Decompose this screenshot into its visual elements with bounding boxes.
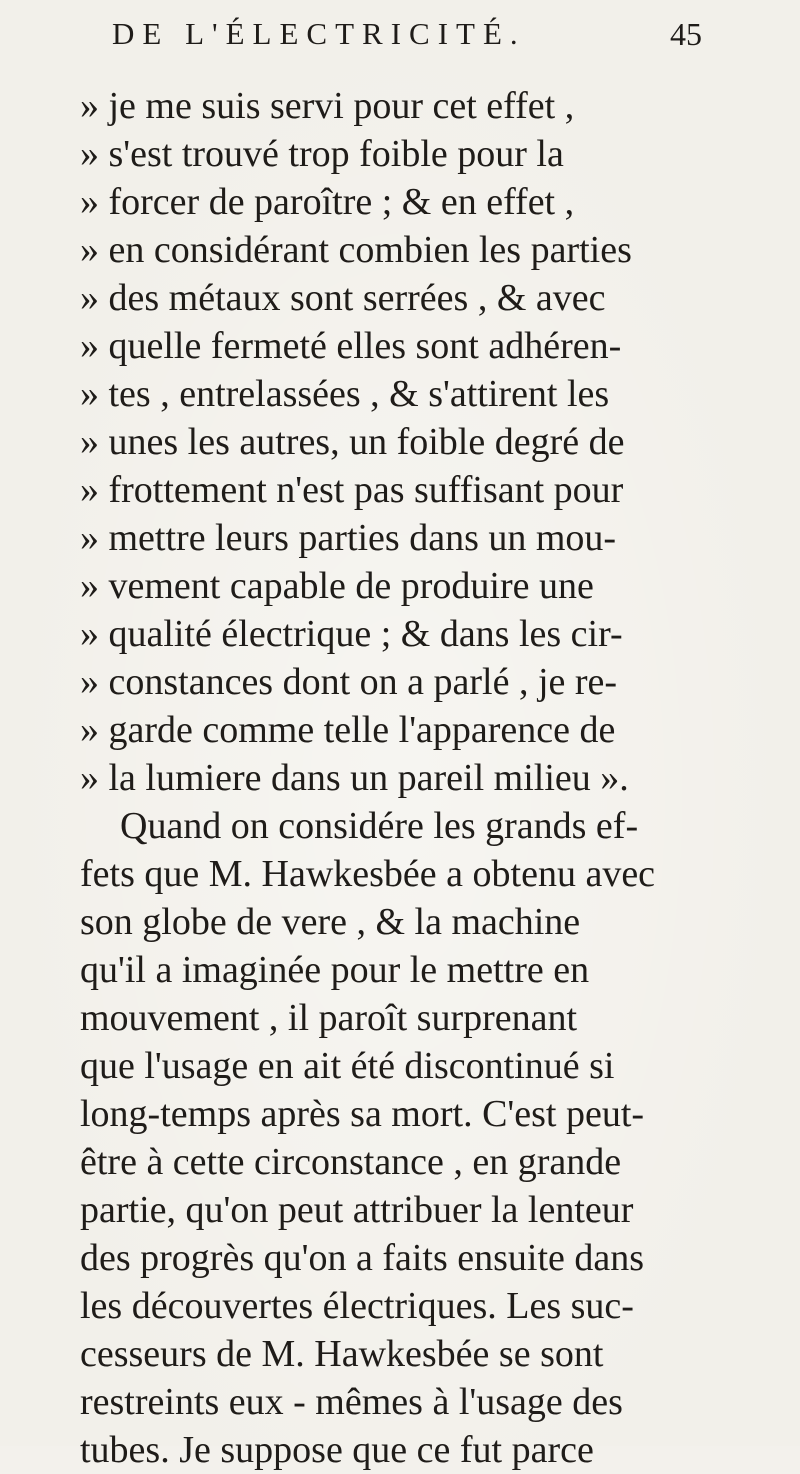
text-line: » mettre leurs parties dans un mou- (80, 517, 617, 559)
text-line: » tes , entrelassées , & s'attirent les (80, 373, 610, 415)
body-text (80, 82, 730, 1474)
text-line: cesseurs de M. Hawkesbée se sont (80, 1333, 604, 1375)
text-line: » en considérant combien les parties (80, 229, 632, 271)
text-line: » constances dont on a parlé , je re- (80, 661, 618, 703)
page-number: 45 (670, 16, 702, 52)
text-line: mouvement , il paroît surprenant (80, 997, 578, 1039)
text-line: fets que M. Hawkesbée a obtenu avec (80, 853, 656, 895)
text-line: restreints eux - mêmes à l'usage des (80, 1381, 623, 1423)
text-line: » qualité électrique ; & dans les cir- (80, 613, 623, 655)
text-line: » forcer de paroître ; & en effet , (80, 181, 575, 223)
text-line: qu'il a imaginée pour le mettre en (80, 949, 590, 991)
text-line: des progrès qu'on a faits ensuite dans (80, 1237, 645, 1279)
text-line: long-temps après sa mort. C'est peut- (80, 1093, 645, 1135)
text-line: » frottement n'est pas suffisant pour (80, 469, 624, 511)
page-header (112, 4, 702, 74)
text-line: » vement capable de produire une (80, 565, 594, 607)
running-title: DE L'ÉLECTRICITÉ. (112, 16, 526, 51)
text-line: » unes les autres, un foible degré de (80, 421, 625, 463)
text-line: » s'est trouvé trop foible pour la (80, 133, 564, 175)
text-line: » je me suis servi pour cet effet , (80, 85, 575, 127)
text-line: partie, qu'on peut attribuer la lenteur (80, 1189, 634, 1231)
text-line: » des métaux sont serrées , & avec (80, 277, 606, 319)
text-line: » la lumiere dans un pareil milieu ». (80, 757, 629, 799)
text-line: son globe de vere , & la machine (80, 901, 581, 943)
text-line: » quelle fermeté elles sont adhéren- (80, 325, 622, 367)
paragraph-start-line: Quand on considére les grands ef- (120, 805, 639, 847)
text-line: les découvertes électriques. Les suc- (80, 1285, 634, 1327)
text-line: que l'usage en ait été discontinué si (80, 1045, 615, 1087)
text-line: être à cette circonstance , en grande (80, 1141, 622, 1183)
text-line: » garde comme telle l'apparence de (80, 709, 616, 751)
text-line: tubes. Je suppose que ce fut parce (80, 1429, 594, 1471)
